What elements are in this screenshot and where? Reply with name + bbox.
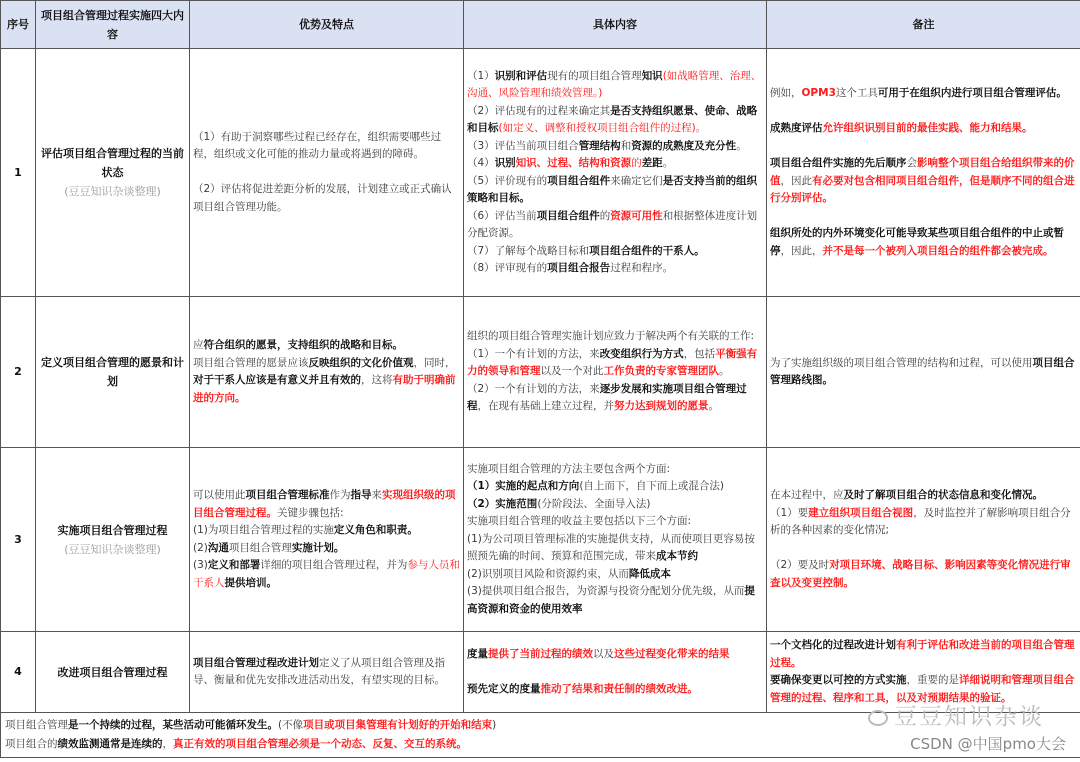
text: 。 xyxy=(708,400,719,413)
text: （1）要 xyxy=(770,506,809,519)
paragraph xyxy=(467,496,763,514)
text: (1)为项目组合管理过程的实施 xyxy=(193,524,334,536)
text: 项目组合管理的愿景应该 xyxy=(193,356,309,369)
paragraph xyxy=(467,328,763,346)
paragraph xyxy=(467,173,763,208)
paragraph xyxy=(193,487,460,522)
paragraph xyxy=(193,540,460,558)
highlighted-text: OPM3 xyxy=(801,87,836,99)
paragraph xyxy=(770,672,1077,707)
text: 的 xyxy=(599,209,611,222)
paragraph xyxy=(467,346,763,381)
highlighted-text: 参与人员和干系人 xyxy=(193,559,460,589)
text: (不像 xyxy=(278,719,304,731)
text: 可以使用此 xyxy=(193,489,246,501)
text: （1）一个有计划的方法，来 xyxy=(467,347,600,360)
paragraph xyxy=(467,681,763,699)
text: （4） xyxy=(467,157,495,169)
paragraph xyxy=(770,155,1077,208)
row-index: 3 xyxy=(1,448,36,632)
paragraph xyxy=(770,225,1077,260)
highlighted-text: 定义和部署 xyxy=(207,559,261,571)
paragraph xyxy=(467,663,763,681)
highlighted-text: 可用于在组织内进行项目组合管理评估。 xyxy=(877,87,1067,99)
text: ， xyxy=(162,738,173,750)
text: 定义了从项目组合管理及指导、衡量和优先安排改进活动出发，有望实现的目标。 xyxy=(193,656,445,686)
text: 项目组合管理 xyxy=(5,719,68,731)
highlighted-text: 资源可用性 xyxy=(610,209,663,222)
process-name: 评估项目组合管理过程的当前状态 xyxy=(41,147,184,179)
highlighted-text: 反映组织的文化价值观 xyxy=(308,356,414,369)
paragraph xyxy=(467,243,763,261)
text: ，重要的是 xyxy=(906,674,959,686)
highlighted-text: 实施计划。 xyxy=(291,541,345,554)
watermark-csdn: CSDN @中国pmo大会 xyxy=(910,735,1066,753)
text: (自上而下，自下而上或混合法) xyxy=(579,480,725,493)
paragraph xyxy=(770,85,1077,103)
paragraph xyxy=(193,181,460,216)
process-name: 实施项目组合管理过程 xyxy=(57,523,168,537)
text: 和 xyxy=(620,139,632,152)
highlighted-text: 允许组织识别目前的最佳实践、能力和结果。 xyxy=(822,122,1033,134)
highlighted-text: 影响整个项目组合给组织带来的价值 xyxy=(770,157,1075,187)
remarks-cell xyxy=(767,448,1080,632)
paragraph xyxy=(467,155,763,173)
text: 会 xyxy=(906,157,917,169)
paragraph xyxy=(467,260,763,278)
highlighted-text: 组织所处的内外环境变化可能导致某些项目组合组件的中止或暂停 xyxy=(770,227,1064,257)
paragraph xyxy=(193,557,460,592)
details-cell xyxy=(464,632,767,713)
paragraph xyxy=(467,583,763,618)
highlighted-text: 沟通 xyxy=(207,541,229,554)
paragraph xyxy=(5,716,1076,735)
process-name-cell xyxy=(36,297,190,448)
header-index: 序号 xyxy=(1,1,36,49)
highlighted-text: 绩效监测通常是连续的 xyxy=(57,738,163,750)
text: 以及一个对此 xyxy=(540,365,604,378)
highlighted-text: 识别和评估 xyxy=(494,69,548,82)
paragraph xyxy=(193,337,460,355)
highlighted-text: 要确保变更以可控的方式实施 xyxy=(770,674,907,686)
highlighted-text: 有利于评估和改进当前的项目组合管理过程。 xyxy=(770,639,1075,669)
header-advantages: 优势及特点 xyxy=(190,1,464,49)
highlighted-text: 是否支持组织愿景、使命、战略和目标 xyxy=(467,104,758,134)
text: 实施项目组合管理的收益主要包括以下三个方面: xyxy=(467,515,692,528)
text: 关键步骤包括: xyxy=(277,506,344,519)
advantages-cell xyxy=(190,448,464,632)
text: (3) xyxy=(193,559,208,571)
text: ，因此， xyxy=(780,244,823,257)
table-row xyxy=(1,632,1080,713)
table-row xyxy=(1,448,1080,632)
process-name-cell xyxy=(36,448,190,632)
highlighted-text: 知识 xyxy=(641,69,663,82)
highlighted-text: 项目组合组件 xyxy=(536,209,600,222)
text: ，这将 xyxy=(361,374,393,386)
highlighted-text: 成熟度评估 xyxy=(770,122,823,134)
text: 项目组合管理 xyxy=(228,541,292,554)
text: ) xyxy=(492,719,497,731)
highlighted-text: 提供培训。 xyxy=(224,576,277,589)
text: 和根据整体进度计划分配资源。 xyxy=(467,209,758,239)
text: （2）要及时 xyxy=(770,559,830,571)
paragraph xyxy=(193,522,460,540)
paragraph xyxy=(770,120,1077,138)
highlighted-text: 详细说明和管理项目组合管理的过程、程序和工具，以及对预期结果的验证。 xyxy=(770,674,1075,704)
text: 例如， xyxy=(770,87,802,99)
source-note: (豆豆知识杂谈整理) xyxy=(64,542,161,556)
highlighted-text: 逐步发展和实施项目组合管理过程 xyxy=(467,382,747,413)
table-header-row xyxy=(1,1,1080,49)
row-index: 2 xyxy=(1,297,36,448)
text: 组织的项目组合管理实施计划应致力于解决两个有关联的工作: xyxy=(467,330,755,343)
highlighted-text: 对项目环境、战略目标、影响因素等变化情况进行审查以及变更控制。 xyxy=(770,559,1071,589)
paragraph xyxy=(467,513,763,531)
paragraph xyxy=(193,355,460,408)
text: 实施项目组合管理的方法主要包含两个方面: xyxy=(467,462,671,475)
highlighted-text: 成本节约 xyxy=(656,550,698,563)
highlighted-text: 实现组织级的项目组合管理过程。 xyxy=(193,489,456,519)
paragraph xyxy=(770,103,1077,121)
text: 项目组合的 xyxy=(5,738,58,750)
highlighted-text: 及时了解项目组合的状态信息和变化情况。 xyxy=(843,489,1043,501)
text: ，同时， xyxy=(413,356,456,369)
highlighted-text: 差距 xyxy=(641,157,663,169)
highlighted-text: 对于干系人应该是有意义并且有效的 xyxy=(193,374,361,386)
paragraph xyxy=(770,355,1077,390)
text: ，包括 xyxy=(683,347,716,360)
paragraph xyxy=(770,208,1077,226)
text: 应 xyxy=(193,339,204,351)
header-process-content: 项目组合管理过程实施四大内容 xyxy=(36,1,190,49)
text: ，在现有基础上建立过程，并 xyxy=(477,400,614,413)
paragraph xyxy=(467,208,763,243)
paragraph xyxy=(770,505,1077,540)
highlighted-text: 工作负责的专家管理团队 xyxy=(603,365,719,378)
highlighted-text: 指导 xyxy=(350,489,372,501)
details-cell xyxy=(464,49,767,297)
text: （2）评估将促进差距分析的发展，计划建立或正式确认项目组合管理功能。 xyxy=(193,183,452,213)
text: （2）一个有计划的方法，来 xyxy=(467,382,600,395)
paragraph xyxy=(467,461,763,479)
text: 。 xyxy=(719,365,730,378)
advantages-cell xyxy=(190,632,464,713)
paragraph xyxy=(770,557,1077,592)
summary-cell xyxy=(1,713,1080,758)
paragraph xyxy=(770,138,1077,156)
highlighted-text: (如战略管理、治理、沟通、风险管理和绩效管理。) xyxy=(467,69,762,99)
highlighted-text: （2）实施范围 xyxy=(467,497,538,510)
highlighted-text: 度量 xyxy=(467,647,488,660)
header-remarks: 备注 xyxy=(767,1,1080,49)
highlighted-text: 符合组织的愿景，支持组织的战略和目标。 xyxy=(203,339,403,351)
highlighted-text: 努力达到规划的愿景 xyxy=(614,400,709,413)
text: 详细的项目组合管理过程，并为 xyxy=(260,559,408,571)
summary-row xyxy=(1,713,1080,758)
header-details: 具体内容 xyxy=(464,1,767,49)
text: (1)为公司项目管理标准的实施提供支持，从而使项目更容易按照预先确的时间、预算和范围完成，带来 xyxy=(467,532,755,563)
remarks-cell xyxy=(767,49,1080,297)
text: ，及时监控并了解影响项目组合分析的各种因素的变化情况; xyxy=(770,506,1071,536)
source-note: (豆豆知识杂谈整理) xyxy=(64,185,161,198)
table-row xyxy=(1,297,1080,448)
highlighted-text: (如定义、调整和授权项目组合组件的过程)。 xyxy=(498,122,707,134)
process-name-cell xyxy=(36,49,190,297)
row-index: 4 xyxy=(1,632,36,713)
paragraph xyxy=(770,637,1077,672)
highlighted-text: 有助于明确前进的方向。 xyxy=(193,374,456,404)
highlighted-text: 知识、过程、结构和资源 xyxy=(515,157,632,169)
paragraph xyxy=(5,735,1076,754)
highlighted-text: 推动了结果和责任制的绩效改进。 xyxy=(540,682,698,695)
highlighted-text: 的 xyxy=(631,157,642,169)
highlighted-text: 提供了当前过程的绩效 xyxy=(488,647,593,660)
highlighted-text: 这些过程变化带来的结果 xyxy=(614,647,730,660)
text: （7）了解每个战略目标和 xyxy=(467,244,590,257)
process-name-cell xyxy=(36,632,190,713)
text: （5）评价现有的 xyxy=(467,174,548,187)
text: 。 xyxy=(736,139,747,152)
text: 这个工具 xyxy=(835,87,878,99)
text: （6）评估当前 xyxy=(467,209,537,222)
paragraph xyxy=(193,164,460,182)
highlighted-text: 资源的成熟度及充分性 xyxy=(631,139,737,152)
text: 作为 xyxy=(329,489,351,501)
paragraph xyxy=(467,646,763,664)
highlighted-text: 并不是每一个被列入项目组合的组件都会被完成。 xyxy=(822,244,1054,257)
paragraph xyxy=(467,566,763,584)
highlighted-text: 项目或项目集管理有计划好的开始和结束 xyxy=(303,719,493,731)
highlighted-text: 建立组织项目组合视图 xyxy=(808,506,914,519)
advantages-cell xyxy=(190,49,464,297)
paragraph xyxy=(770,487,1077,505)
highlighted-text: 是否支持当前的组织策略和目标。 xyxy=(467,174,758,204)
highlighted-text: 项目组合管理标准 xyxy=(245,489,330,501)
text: ，因此 xyxy=(780,174,812,187)
paragraph xyxy=(770,540,1077,558)
paragraph xyxy=(467,531,763,566)
text: 现有的项目组合管理 xyxy=(547,69,642,82)
highlighted-text: 有必要对包含相同项目组合组件，但是顺序不同的组合进行分别评估。 xyxy=(770,174,1075,204)
text: （2）评估现有的过程来确定其 xyxy=(467,104,611,117)
table-row xyxy=(1,49,1080,297)
text: (3)提供项目组合报告，为资源与投资分配划分优先级，从而 xyxy=(467,585,745,598)
highlighted-text: 真正有效的项目组合管理必须是一个动态、反复、交互的系统。 xyxy=(173,738,467,750)
highlighted-text: 项目组合管理过程改进计划 xyxy=(193,656,319,669)
text: 在本过程中，应 xyxy=(770,489,844,501)
advantages-cell xyxy=(190,297,464,448)
text: (2) xyxy=(193,541,208,554)
highlighted-text: 平衡强有力的领导和管理 xyxy=(467,347,758,378)
text: （8）评审现有的 xyxy=(467,262,548,274)
highlighted-text: 项目组合管理路线图。 xyxy=(770,356,1075,386)
paragraph xyxy=(467,68,763,103)
highlighted-text: 一个文档化的过程改进计划 xyxy=(770,639,896,651)
text: 。 xyxy=(662,157,674,169)
text: （1） xyxy=(467,69,495,82)
text: (分阶段法、全面导入法) xyxy=(537,497,651,510)
highlighted-text: 项目组合组件实施的先后顺序 xyxy=(770,157,907,169)
paragraph xyxy=(193,655,460,690)
highlighted-text: 预先定义的度量 xyxy=(467,682,541,695)
paragraph xyxy=(467,103,763,138)
text: 过程和程序。 xyxy=(610,262,674,274)
process-name: 定义项目组合管理的愿景和计划 xyxy=(41,356,184,388)
highlighted-text: 是一个持续的过程，某些活动可能循环发生。 xyxy=(68,719,278,731)
text: 为了实施组织级的项目组合管理的结构和过程，可以使用 xyxy=(770,356,1033,369)
highlighted-text: 项目组合报告 xyxy=(547,262,611,274)
text: (2)识别项目风险和资源约束，从而 xyxy=(467,567,629,580)
highlighted-text: 定义角色和职责。 xyxy=(333,524,418,536)
highlighted-text: 改变组织行为方式 xyxy=(599,347,684,360)
remarks-cell xyxy=(767,632,1080,713)
watermark-account-text: 豆豆知识杂谈 xyxy=(894,704,1044,730)
paragraph xyxy=(467,381,763,416)
process-name: 改进项目组合管理过程 xyxy=(57,665,168,679)
highlighted-text: 降低成本 xyxy=(628,567,671,580)
paragraph xyxy=(193,129,460,164)
row-index: 1 xyxy=(1,49,36,297)
details-cell xyxy=(464,448,767,632)
highlighted-text: 提高资源和资金的使用效率 xyxy=(467,585,755,615)
text: 来 xyxy=(371,489,382,501)
paragraph xyxy=(467,138,763,156)
details-cell xyxy=(464,297,767,448)
highlighted-text: 项目组合组件 xyxy=(547,174,611,187)
highlighted-text: 管理结构 xyxy=(578,139,621,152)
paragraph xyxy=(467,478,763,496)
text: 以及 xyxy=(593,647,614,660)
text: （3）评估当前项目组合 xyxy=(467,139,579,152)
text: （1）有助于洞察哪些过程已经存在，组织需要哪些过程，组织或文化可能的推动力量或将遇到的障碍。 xyxy=(193,130,442,161)
text: 来确定它们 xyxy=(610,174,663,187)
remarks-cell xyxy=(767,297,1080,448)
highlighted-text: 识别 xyxy=(494,157,516,169)
highlighted-text: （1）实施的起点和方向 xyxy=(467,480,580,493)
highlighted-text: 项目组合组件的干系人。 xyxy=(589,244,705,257)
